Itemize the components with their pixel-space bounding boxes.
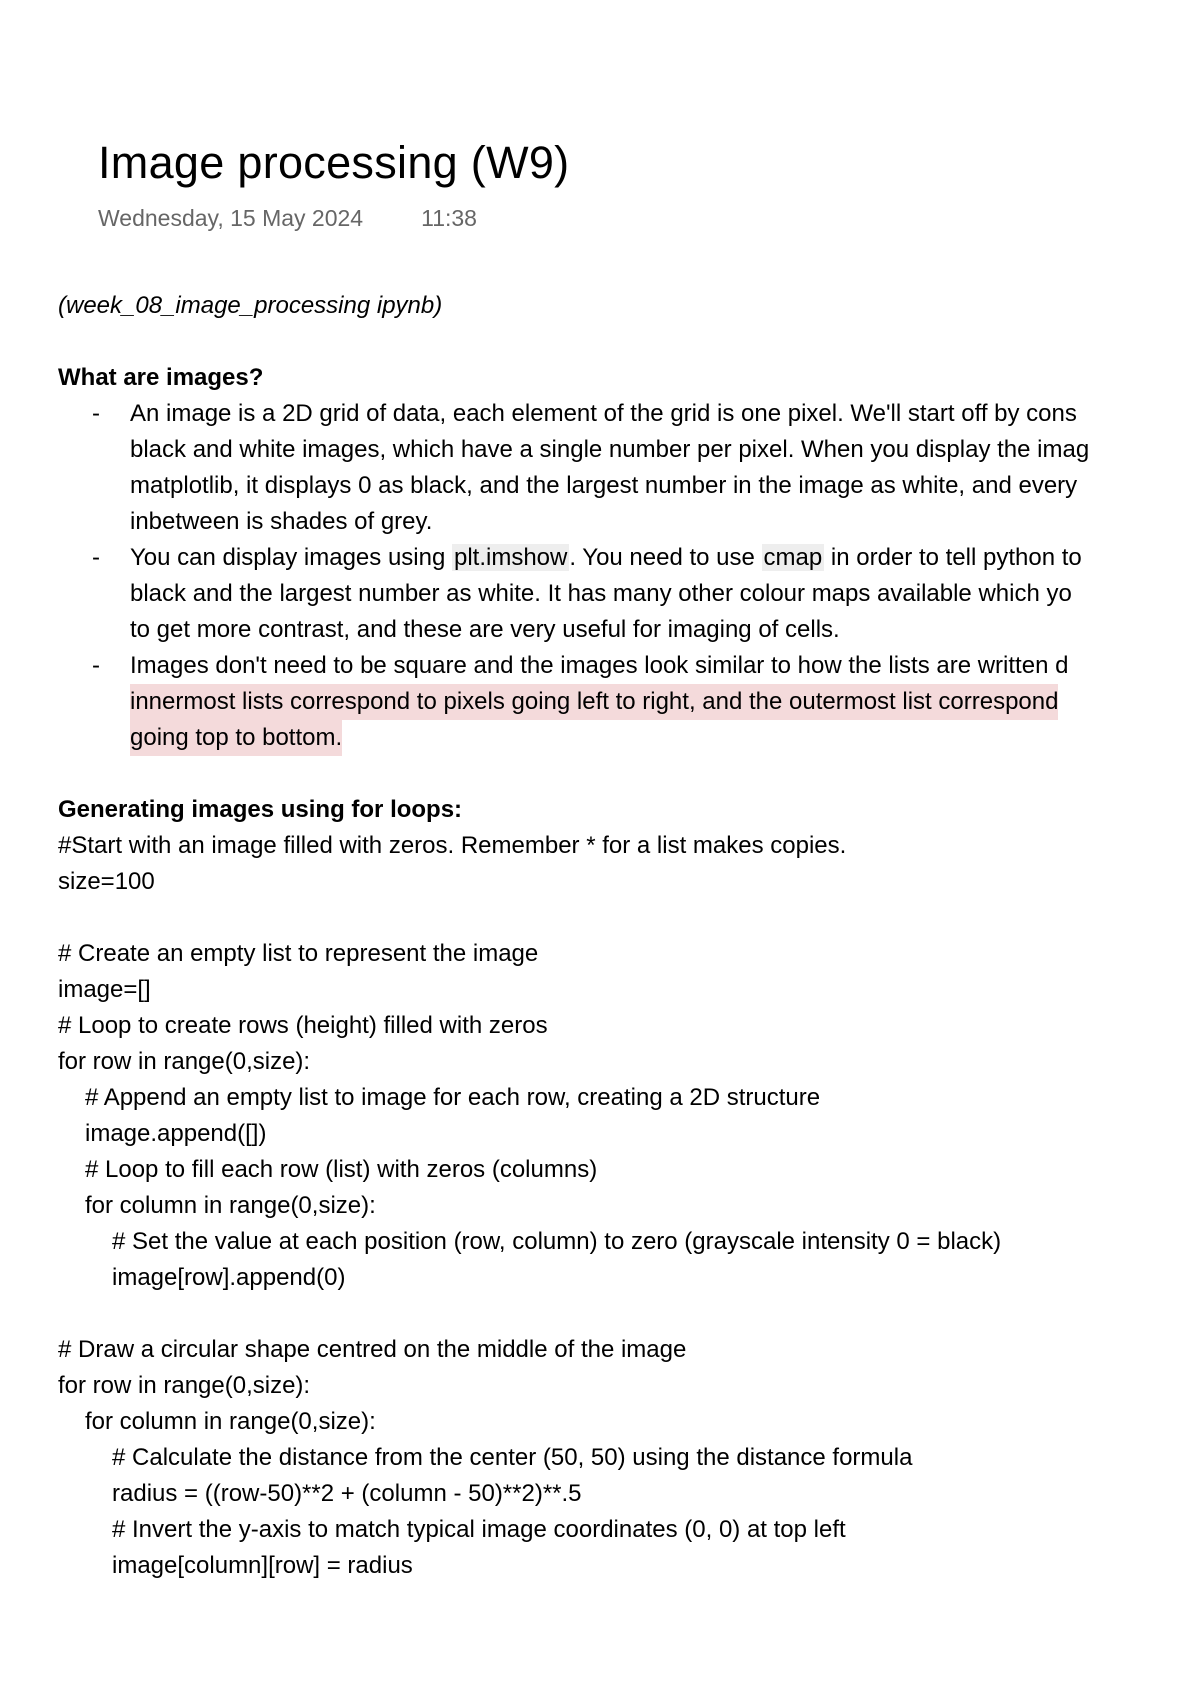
bullet-item bbox=[58, 540, 1200, 648]
page-time: 11:38 bbox=[421, 205, 477, 231]
bullet-text-line: Images don't need to be square and the images look similar to how the lists are written d bbox=[130, 652, 1069, 679]
code-block bbox=[58, 828, 1200, 1584]
code-line: image.append([]) bbox=[85, 1120, 267, 1147]
bullet-text-line: An image is a 2D grid of data, each element of the grid is one pixel. We'll start off by cons bbox=[130, 400, 1077, 427]
code-line: radius = ((row-50)**2 + (column - 50)**2)**.5 bbox=[112, 1480, 582, 1507]
code-line: for column in range(0,size): bbox=[85, 1192, 376, 1219]
section-heading-generating-images: Generating images using for loops: bbox=[58, 796, 463, 823]
code-line: # Loop to create rows (height) filled with zeros bbox=[58, 1012, 548, 1039]
bullet-dash: - bbox=[92, 544, 100, 571]
code-line: image[row].append(0) bbox=[112, 1264, 346, 1291]
bullet-text-line: black and white images, which have a single number per pixel. When you display the imag bbox=[130, 436, 1090, 463]
bullet-text-line: to get more contrast, and these are very useful for imaging of cells. bbox=[130, 616, 840, 643]
code-line: size=100 bbox=[58, 868, 155, 895]
code-line: # Calculate the distance from the center (50, 50) using the distance formula bbox=[112, 1444, 913, 1471]
section-heading-what-are-images: What are images? bbox=[58, 364, 264, 391]
note-body bbox=[58, 288, 1200, 1584]
code-line: # Draw a circular shape centred on the middle of the image bbox=[58, 1336, 687, 1363]
highlighted-text-line: going top to bottom. bbox=[130, 720, 342, 756]
code-line: # Loop to fill each row (list) with zeros (columns) bbox=[85, 1156, 598, 1183]
page-title: Image processing (W9) bbox=[98, 137, 570, 188]
blank-line bbox=[58, 1296, 1200, 1332]
bullet-text-line: inbetween is shades of grey. bbox=[130, 508, 433, 535]
bullet-dash: - bbox=[92, 652, 100, 679]
bullet-text-line: You can display images using plt.imshow. You need to use cmap in order to tell python to bbox=[130, 544, 1089, 571]
bullet-item bbox=[58, 648, 1200, 756]
blank-line bbox=[58, 900, 1200, 936]
code-line: # Append an empty list to image for each row, creating a 2D structure bbox=[85, 1084, 821, 1111]
code-line: for row in range(0,size): bbox=[58, 1372, 311, 1399]
notebook-reference: (week_08_image_processing ipynb) bbox=[58, 292, 443, 319]
code-line: image=[] bbox=[58, 976, 151, 1003]
bullet-item bbox=[58, 396, 1200, 540]
code-line: for row in range(0,size): bbox=[58, 1048, 311, 1075]
code-line: #Start with an image filled with zeros. Remember * for a list makes copies. bbox=[58, 832, 847, 859]
highlighted-text-line: innermost lists correspond to pixels going left to right, and the outermost list correspond bbox=[130, 684, 1058, 720]
code-line: image[column][row] = radius bbox=[112, 1552, 413, 1579]
code-line: # Create an empty list to represent the image bbox=[58, 940, 539, 967]
code-line: for column in range(0,size): bbox=[85, 1408, 376, 1435]
page-timestamp bbox=[98, 205, 477, 232]
bullet-dash: - bbox=[92, 400, 100, 427]
bullet-text-line: black and the largest number as white. It has many other colour maps available which yo bbox=[130, 580, 1072, 607]
bullet-text-line: matplotlib, it displays 0 as black, and the largest number in the image as white, and every bbox=[130, 472, 1078, 499]
code-line: # Invert the y-axis to match typical image coordinates (0, 0) at top left bbox=[112, 1516, 846, 1543]
code-line: # Set the value at each position (row, column) to zero (grayscale intensity 0 = black) bbox=[112, 1228, 1002, 1255]
inline-code-imshow: plt.imshow bbox=[453, 544, 568, 571]
page-date: Wednesday, 15 May 2024 bbox=[98, 205, 364, 231]
inline-code-cmap: cmap bbox=[763, 544, 823, 571]
